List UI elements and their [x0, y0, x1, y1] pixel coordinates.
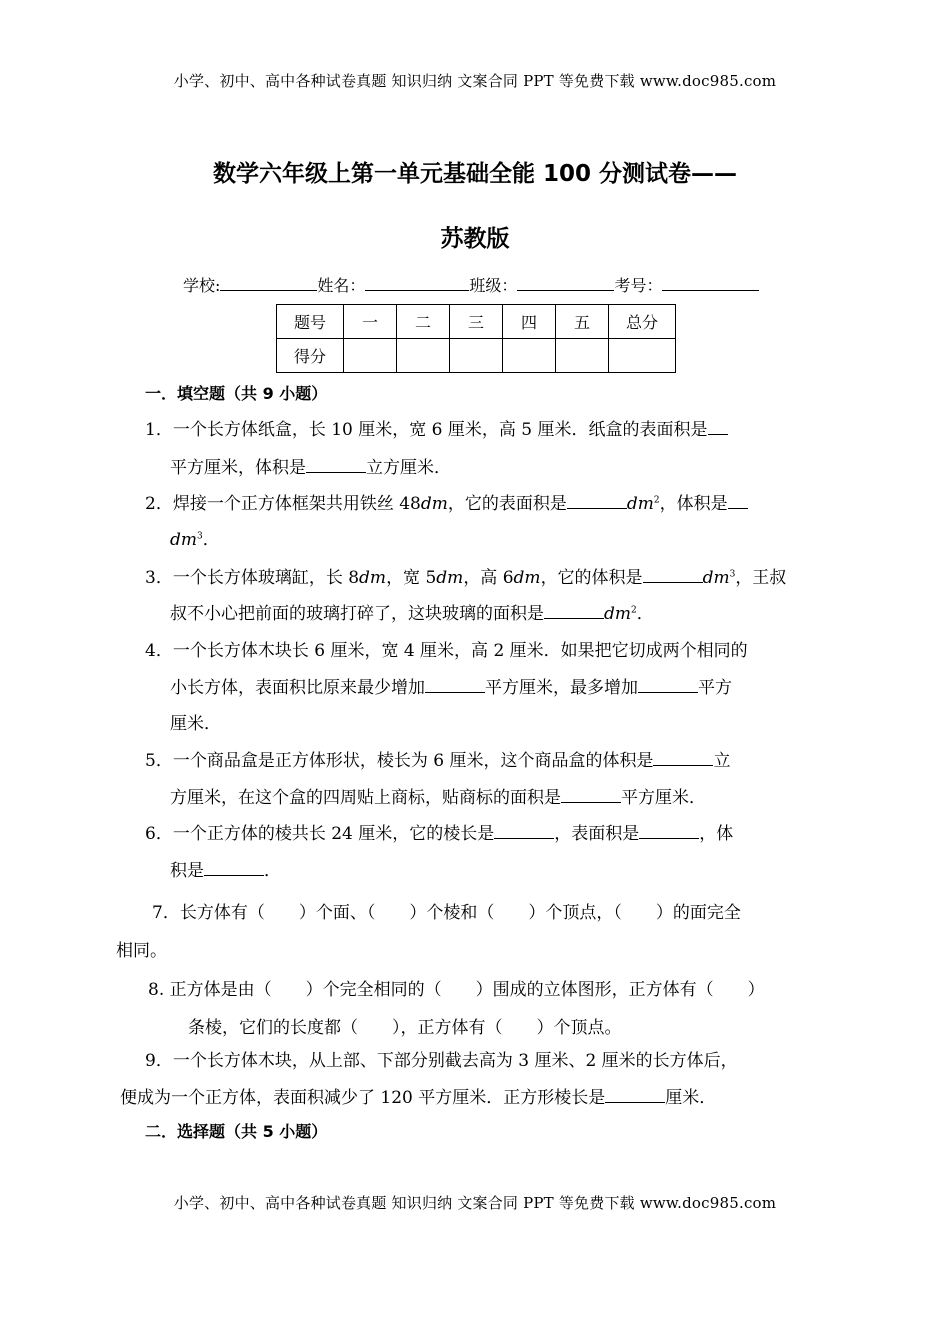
class-label: 班级： — [469, 276, 518, 295]
question-4-line-3: 厘米． — [170, 714, 221, 734]
score-table — [276, 304, 676, 373]
score-cell[interactable] — [609, 339, 676, 373]
page-header: 小学、初中、高中各种试卷真题 知识归纳 文案合同 PPT 等免费下载 www.doc985.com — [173, 72, 777, 90]
score-table-score-row — [277, 339, 676, 373]
score-header-cell: 总分 — [609, 305, 676, 339]
exam-no-blank[interactable] — [662, 276, 759, 291]
answer-blank[interactable] — [653, 750, 713, 766]
score-header-cell: 五 — [556, 305, 609, 339]
question-6-line-2: 积是 ． — [170, 861, 281, 881]
score-cell[interactable] — [344, 339, 397, 373]
exam-no-label: 考号： — [614, 276, 663, 295]
answer-blank[interactable] — [605, 1087, 665, 1103]
score-header-cell: 二 — [397, 305, 450, 339]
question-9-line-2: 便成为一个正方体，表面积减少了 120 平方厘米．正方形棱长是 厘米． — [120, 1088, 717, 1108]
score-cell[interactable] — [503, 339, 556, 373]
score-table-header-row — [277, 305, 676, 339]
score-cell[interactable] — [556, 339, 609, 373]
question-3-line-1: 3．一个长方体玻璃缸，长 8dm，宽 5dm，高 6dm，它的体积是 $dm^3$，王叔 — [145, 568, 787, 588]
answer-blank[interactable] — [638, 677, 698, 693]
question-1-line-2: 平方厘米，体积是 立方厘米． — [170, 458, 451, 478]
answer-blank[interactable] — [306, 457, 366, 473]
question-1-line-1: 1．一个长方体纸盒，长 10 厘米，宽 6 厘米，高 5 厘米．纸盒的表面积是 — [145, 415, 728, 440]
answer-blank[interactable] — [561, 787, 621, 803]
question-2-line-2: $dm^3$． — [170, 530, 220, 550]
answer-blank[interactable] — [643, 567, 703, 583]
question-5-line-2: 方厘米，在这个盒的四周贴上商标，贴商标的面积是 平方厘米． — [170, 788, 706, 808]
answer-blank[interactable] — [639, 823, 699, 839]
question-8-line-1: 8. 正方体是由（ ）个完全相同的（ ）围成的立体图形，正方体有（ ） — [148, 980, 765, 1000]
section-heading-multiple-choice: 二．选择题（共 5 小题） — [145, 1122, 328, 1141]
section-heading-fill-in: 一．填空题（共 9 小题） — [145, 384, 328, 403]
score-header-cell: 题号 — [277, 305, 344, 339]
question-8-line-2: 条棱，它们的长度都（ ），正方体有（ ）个顶点。 — [188, 1018, 622, 1038]
question-2-line-1: 2．焊接一个正方体框架共用铁丝 48dm，它的表面积是 $dm^2$，体积是 — [145, 489, 748, 514]
answer-blank[interactable] — [728, 493, 748, 509]
page-footer: 小学、初中、高中各种试卷真题 知识归纳 文案合同 PPT 等免费下载 www.doc985.com — [173, 1194, 777, 1212]
name-blank[interactable] — [365, 276, 469, 291]
score-row-label: 得分 — [277, 339, 344, 373]
answer-blank[interactable] — [494, 823, 554, 839]
question-4-line-1: 4．一个长方体木块长 6 厘米，宽 4 厘米，高 2 厘米．如果把它切成两个相同的 — [145, 641, 748, 661]
question-7-line-2: 相同。 — [116, 941, 167, 961]
answer-blank[interactable] — [567, 493, 627, 509]
student-info-line — [183, 273, 759, 296]
score-header-cell: 一 — [344, 305, 397, 339]
score-cell[interactable] — [397, 339, 450, 373]
question-5-line-1: 5．一个商品盒是正方体形状，棱长为 6 厘米，这个商品盒的体积是 立 — [145, 751, 731, 771]
question-9-line-1: 9．一个长方体木块，从上部、下部分别截去高为 3 厘米、2 厘米的长方体后， — [145, 1051, 738, 1071]
page-title: 数学六年级上第一单元基础全能 100 分测试卷—— — [212, 161, 738, 187]
question-4-line-2: 小长方体，表面积比原来最少增加 平方厘米，最多增加 平方 — [170, 678, 732, 698]
answer-blank[interactable] — [544, 603, 604, 619]
question-3-line-2: 叔不小心把前面的玻璃打碎了，这块玻璃的面积是 $dm^2$． — [170, 604, 654, 624]
page-subtitle: 苏教版 — [440, 226, 510, 252]
answer-blank[interactable] — [708, 419, 728, 435]
answer-blank[interactable] — [204, 860, 264, 876]
name-label: 姓名： — [317, 276, 366, 295]
answer-blank[interactable] — [425, 677, 485, 693]
score-header-cell: 四 — [503, 305, 556, 339]
score-header-cell: 三 — [450, 305, 503, 339]
score-cell[interactable] — [450, 339, 503, 373]
class-blank[interactable] — [517, 276, 614, 291]
question-6-line-1: 6．一个正方体的棱共长 24 厘米，它的棱长是 ，表面积是 ，体 — [145, 824, 734, 844]
school-label: 学校: — [183, 276, 221, 295]
question-7-line-1: 7．长方体有（ ）个面、（ ）个棱和（ ）个顶点，（ ）的面完全 — [152, 903, 741, 923]
school-blank[interactable] — [220, 276, 317, 291]
